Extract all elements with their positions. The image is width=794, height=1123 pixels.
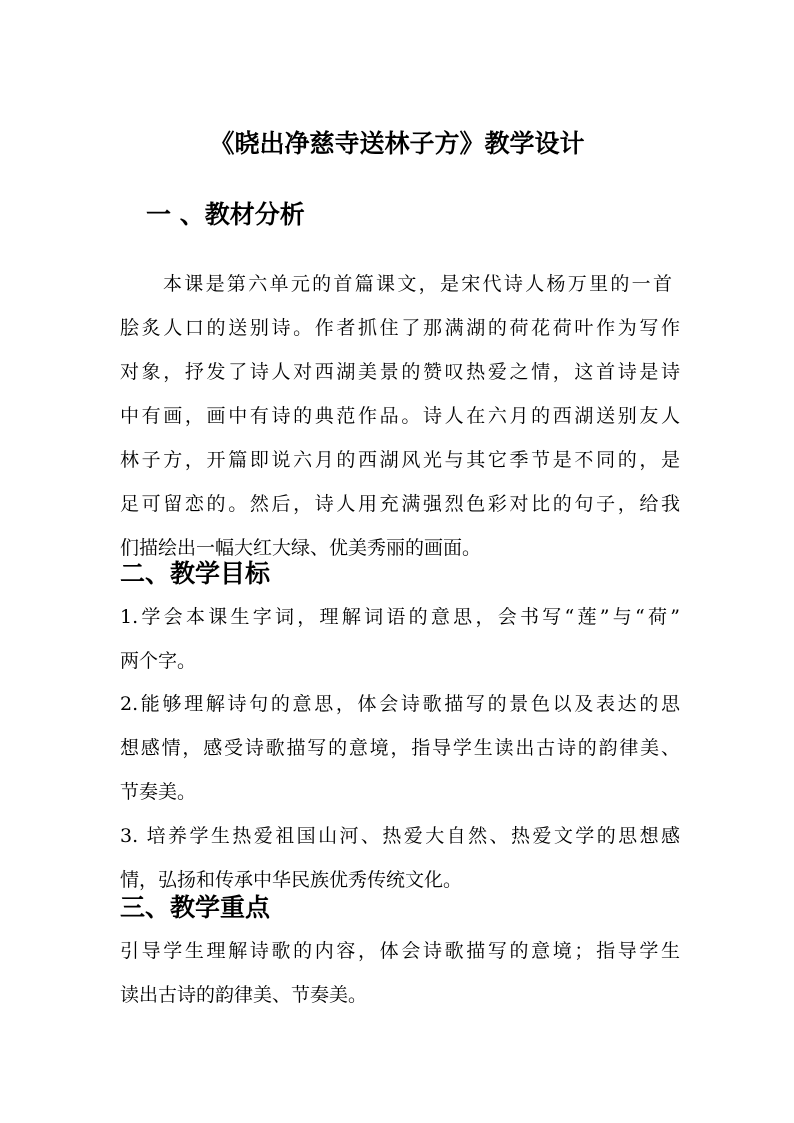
objective-line: 想感情，感受诗歌描写的意境，指导学生读出古诗的韵律美、 xyxy=(120,737,680,759)
objective-line: 3. 培养学生热爱祖国山河、热爱大自然、热爱文学的思想感 xyxy=(120,825,680,847)
paragraph-line: 林子方，开篇即说六月的西湖风光与其它季节是不同的，是 xyxy=(120,449,680,471)
objective-line: 1.学会本课生字词，理解词语的意思，会书写“莲”与“荷” xyxy=(120,606,680,628)
paragraph-line: 对象，抒发了诗人对西湖美景的赞叹热爱之情，这首诗是诗 xyxy=(120,361,680,383)
objective-line: 节奏美。 xyxy=(120,781,197,803)
paragraph-line: 脍炙人口的送别诗。作者抓住了那满湖的荷花荷叶作为写作 xyxy=(120,317,680,339)
section-heading-teaching-objectives: 二、教学目标 xyxy=(120,559,271,588)
paragraph-line: 们描绘出一幅大红大绿、优美秀丽的画面。 xyxy=(120,537,482,559)
focus-line: 读出古诗的韵律美、节奏美。 xyxy=(120,984,368,1006)
document-title: 《晓出净慈寺送林子方》教学设计 xyxy=(209,129,585,158)
objective-line: 两个字。 xyxy=(120,650,197,672)
paragraph-line: 本课是第六单元的首篇课文，是宋代诗人杨万里的一首 xyxy=(163,273,672,295)
focus-line: 引导学生理解诗歌的内容，体会诗歌描写的意境；指导学生 xyxy=(120,940,680,962)
paragraph-line: 足可留恋的。然后，诗人用充满强烈色彩对比的句子，给我 xyxy=(120,493,680,515)
objective-line: 情，弘扬和传承中华民族优秀传统文化。 xyxy=(120,869,463,891)
section-heading-teaching-focus: 三、教学重点 xyxy=(120,893,271,922)
section-heading-teaching-material-analysis: 一 、教材分析 xyxy=(146,200,305,229)
objective-line: 2.能够理解诗句的意思，体会诗歌描写的景色以及表达的思 xyxy=(120,693,680,715)
paragraph-line: 中有画，画中有诗的典范作品。诗人在六月的西湖送别友人 xyxy=(120,405,680,427)
